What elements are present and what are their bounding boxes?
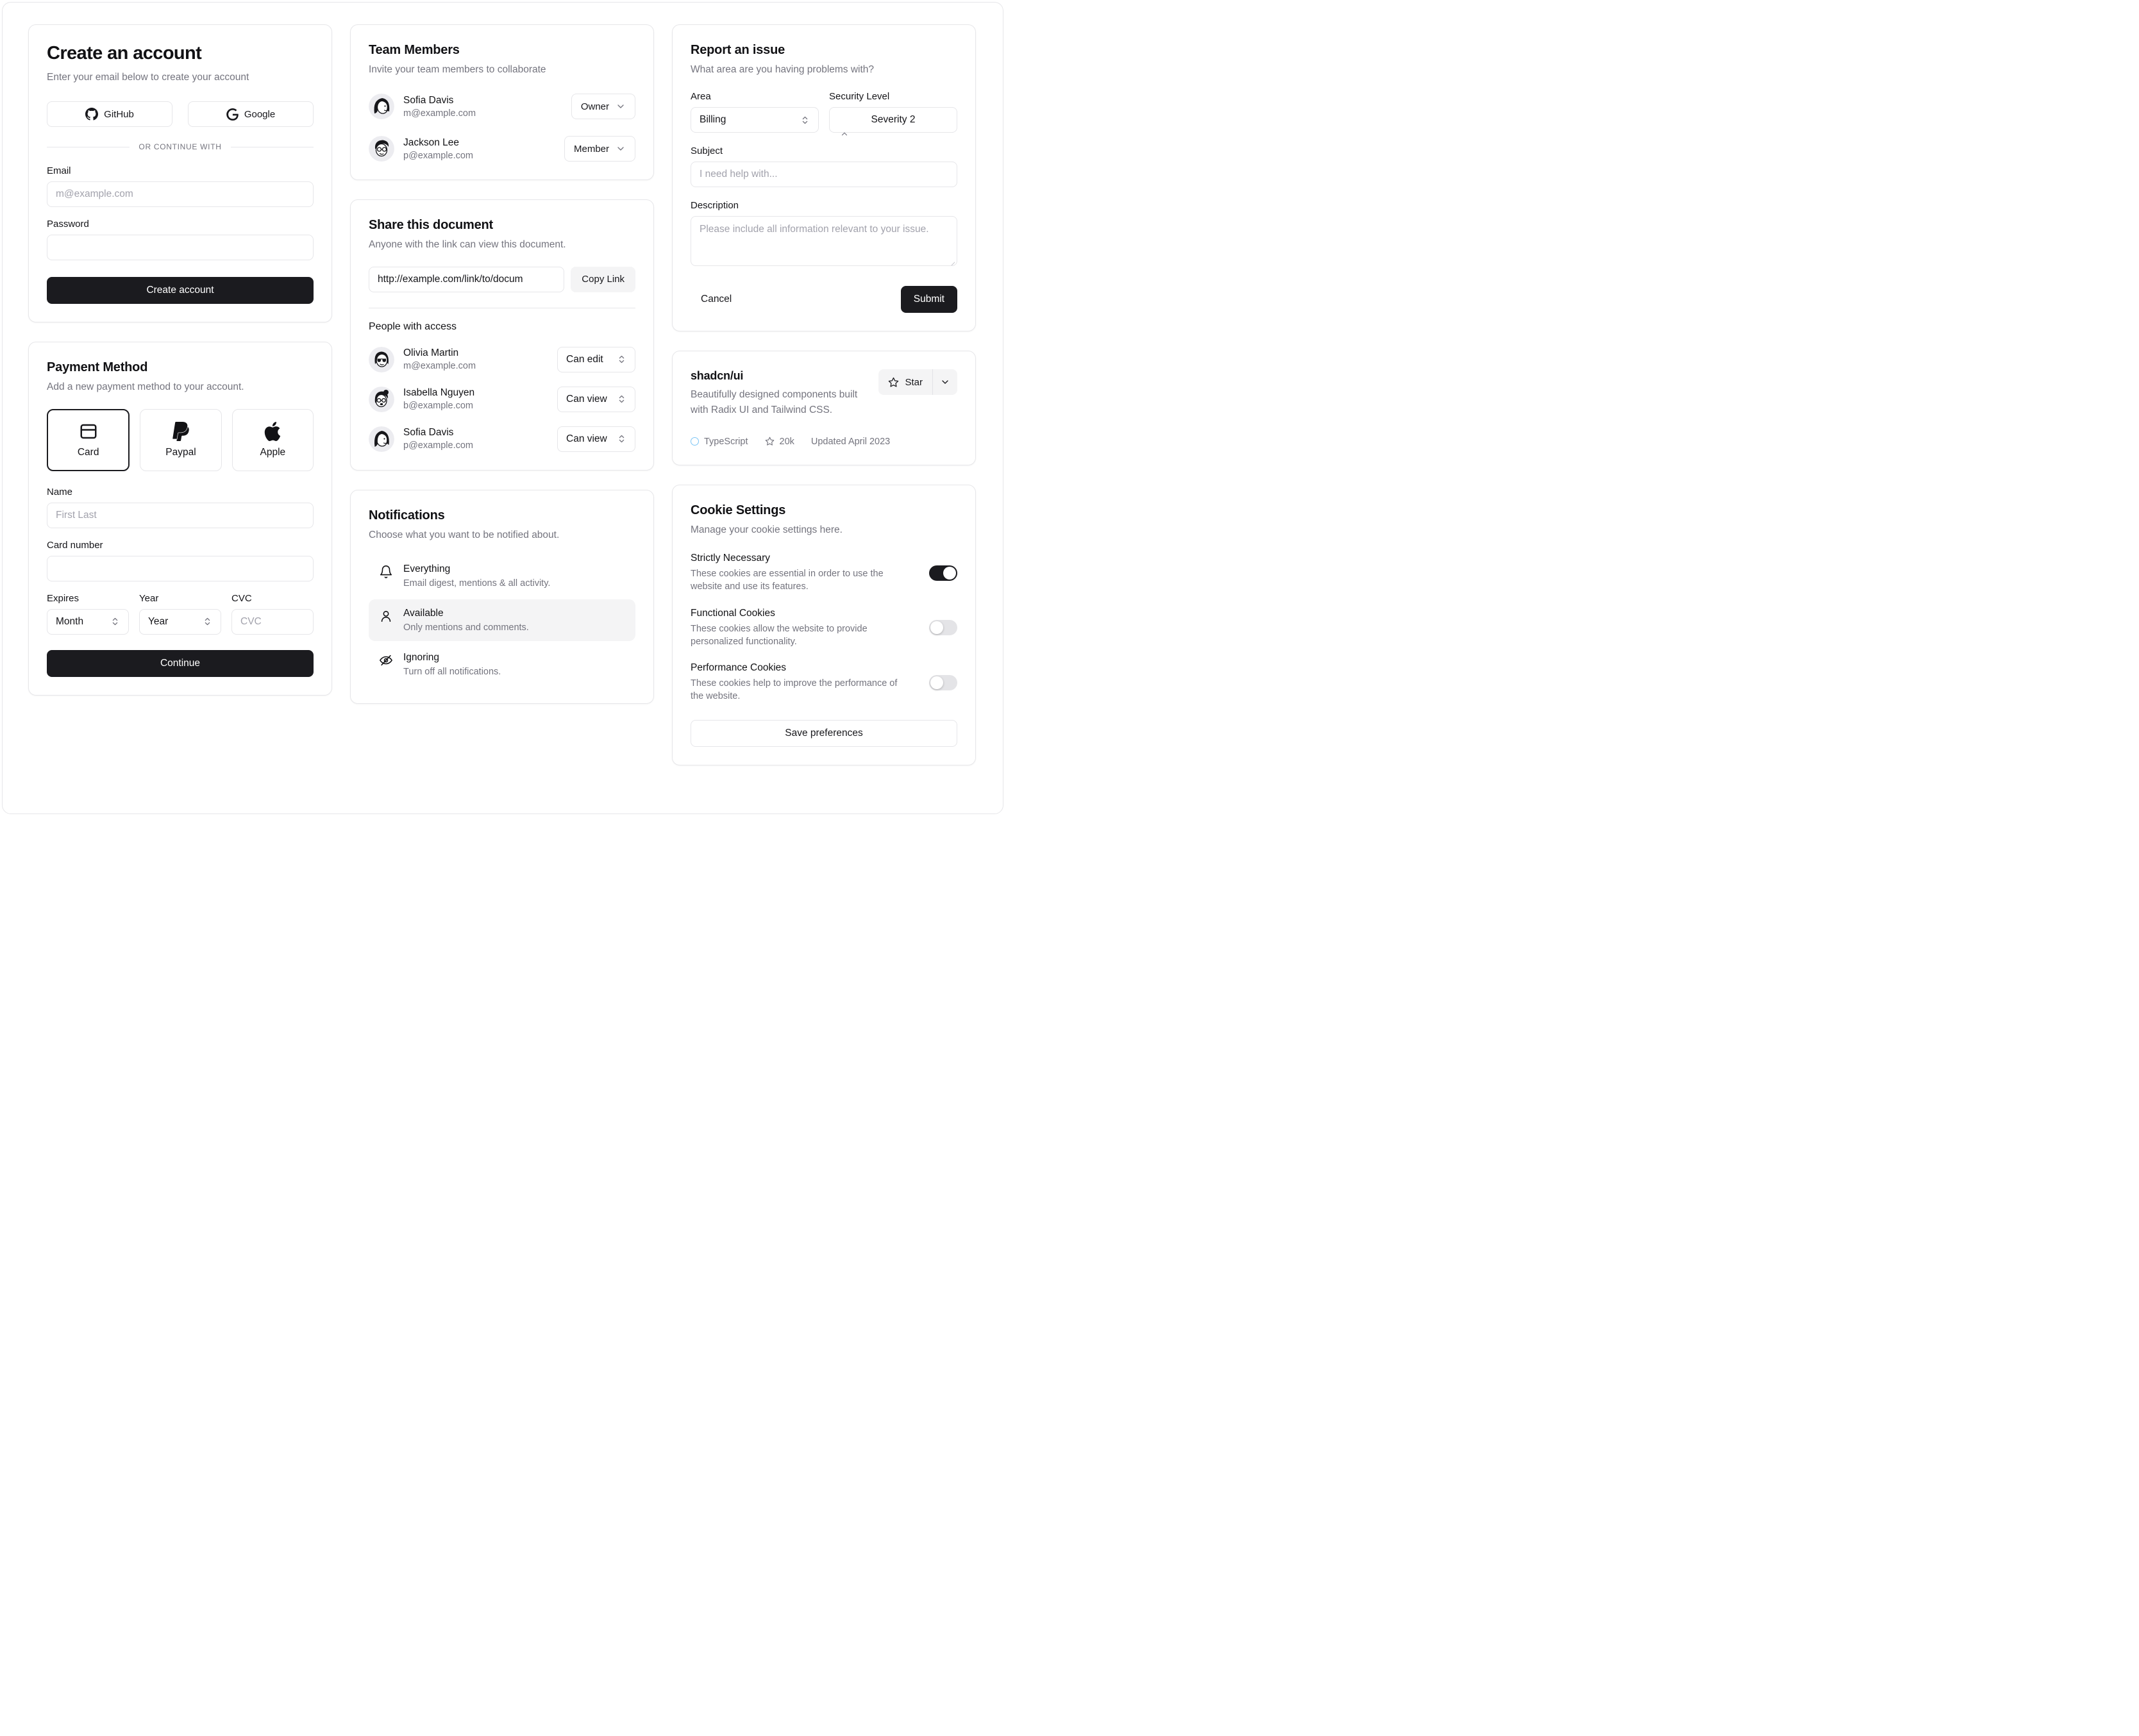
payment-option-label: Paypal xyxy=(165,446,196,458)
share-link-input[interactable] xyxy=(369,267,564,292)
cookie-settings-subtitle: Manage your cookie settings here. xyxy=(691,524,843,535)
description-label: Description xyxy=(691,200,739,212)
permission-value: Can view xyxy=(566,433,607,444)
payment-option-paypal[interactable] xyxy=(140,409,221,471)
updated-label: Updated April 2023 xyxy=(810,436,891,447)
email-field-group xyxy=(47,165,314,207)
role-value: Owner xyxy=(580,101,609,112)
stars-item xyxy=(765,437,794,447)
cookie-item-description: These cookies allow the website to provide personalized functionality. xyxy=(691,623,868,647)
language-label: TypeScript xyxy=(704,436,748,447)
member-name: Sofia Davis xyxy=(403,94,454,106)
share-title: Share this document xyxy=(369,218,494,233)
credit-card-icon xyxy=(79,422,98,441)
person-name: Sofia Davis xyxy=(403,427,454,438)
permission-value: Can view xyxy=(566,393,607,405)
expires-month-value: Month xyxy=(56,615,84,627)
notification-option-text xyxy=(403,608,529,633)
people-with-access-heading: People with access xyxy=(369,321,457,332)
person-email: b@example.com xyxy=(403,401,474,412)
star-icon xyxy=(888,377,899,388)
area-select[interactable] xyxy=(691,107,819,133)
share-link-row xyxy=(369,267,635,292)
create-account-title: Create an account xyxy=(47,43,202,63)
github-icon xyxy=(85,108,98,121)
copy-link-button[interactable] xyxy=(571,267,635,292)
cookie-item-title: Functional Cookies xyxy=(691,607,775,619)
subject-label: Subject xyxy=(691,146,723,157)
report-issue-card xyxy=(672,24,976,331)
email-input[interactable] xyxy=(47,181,314,207)
security-level-group xyxy=(829,91,957,133)
repo-description: Beautifully designed components built with Radix UI and Tailwind CSS. xyxy=(691,389,858,416)
cookie-item-performance xyxy=(691,662,957,703)
card-number-label: Card number xyxy=(47,539,103,551)
year-select[interactable] xyxy=(139,609,221,635)
github-button[interactable] xyxy=(47,101,172,127)
language-item xyxy=(691,437,748,447)
role-select-member[interactable] xyxy=(564,136,635,162)
google-icon xyxy=(226,108,239,121)
share-document-card xyxy=(350,199,654,470)
apple-icon xyxy=(263,422,282,441)
notifications-card xyxy=(350,490,654,704)
name-label: Name xyxy=(47,486,73,497)
expiry-row xyxy=(47,593,314,635)
star-button-main xyxy=(878,369,932,395)
continue-button-label: Continue xyxy=(160,657,201,669)
repo-header xyxy=(691,369,957,418)
notification-option-title: Ignoring xyxy=(403,652,440,664)
team-members-card xyxy=(350,24,654,180)
notification-option-ignoring[interactable] xyxy=(369,644,635,685)
toggle-knob xyxy=(930,676,943,689)
star-button[interactable] xyxy=(878,369,957,395)
notification-option-title: Available xyxy=(403,608,444,619)
cookie-item-description: These cookies help to improve the performance of the website. xyxy=(691,678,898,702)
chevrons-up-down-icon xyxy=(617,394,626,404)
cvc-label: CVC xyxy=(231,592,252,604)
cookie-item-title: Performance Cookies xyxy=(691,662,787,674)
chevron-down-icon[interactable] xyxy=(933,369,957,395)
payment-option-label: Card xyxy=(77,446,99,458)
area-security-row xyxy=(691,91,957,133)
create-account-card xyxy=(28,24,332,322)
repo-title: shadcn/ui xyxy=(691,369,744,383)
chevron-down-icon xyxy=(616,144,626,154)
cookie-item-text xyxy=(691,553,916,594)
copy-link-label: Copy Link xyxy=(582,274,625,285)
cvc-input[interactable] xyxy=(231,609,314,635)
performance-cookies-toggle[interactable] xyxy=(929,675,957,690)
create-account-button[interactable] xyxy=(47,277,314,304)
create-account-subtitle: Enter your email below to create your account xyxy=(47,72,249,83)
strictly-necessary-toggle[interactable] xyxy=(929,565,957,581)
person-email: p@example.com xyxy=(403,440,474,451)
payment-option-apple[interactable] xyxy=(232,409,314,471)
notification-option-description: Email digest, mentions & all activity. xyxy=(403,578,551,589)
repo-text xyxy=(691,369,859,418)
person-name: Isabella Nguyen xyxy=(403,387,475,399)
notification-option-available[interactable] xyxy=(369,599,635,641)
security-level-label: Security Level xyxy=(829,91,890,103)
report-title: Report an issue xyxy=(691,43,785,57)
avatar xyxy=(369,387,394,412)
report-footer xyxy=(691,286,957,313)
chevrons-up-down-icon xyxy=(617,355,626,364)
year-label: Year xyxy=(139,592,159,604)
notification-option-title: Everything xyxy=(403,563,451,575)
or-continue-divider xyxy=(47,142,314,151)
chevrons-up-down-icon xyxy=(617,434,626,444)
cookie-settings-card xyxy=(672,485,976,765)
person-info xyxy=(403,427,473,451)
name-field-group xyxy=(47,487,314,528)
avatar xyxy=(369,136,394,162)
expires-label: Expires xyxy=(47,592,80,604)
oauth-buttons xyxy=(47,101,314,127)
divider-text: OR CONTINUE WITH xyxy=(138,142,222,152)
description-group xyxy=(691,200,957,269)
area-group xyxy=(691,91,819,133)
submit-button[interactable] xyxy=(901,286,957,313)
avatar xyxy=(369,94,394,119)
member-info xyxy=(403,137,473,161)
cookie-item-title: Strictly Necessary xyxy=(691,552,771,563)
functional-cookies-toggle[interactable] xyxy=(929,620,957,635)
person-info xyxy=(403,387,474,411)
team-member-row xyxy=(369,136,635,162)
chevrons-up-down-icon xyxy=(203,617,212,626)
password-input[interactable] xyxy=(47,235,314,260)
payment-title: Payment Method xyxy=(47,360,148,375)
chevrons-up-down-icon xyxy=(800,115,810,125)
description-textarea[interactable] xyxy=(691,216,957,266)
cards-demo-page xyxy=(0,0,1005,816)
permission-value: Can edit xyxy=(566,353,603,365)
cookie-item-text xyxy=(691,608,916,649)
expires-group xyxy=(47,593,129,635)
bell-icon xyxy=(379,565,393,579)
notification-option-text xyxy=(403,652,501,677)
person-icon xyxy=(379,609,393,623)
area-value: Billing xyxy=(700,114,726,126)
chevrons-up-down-icon xyxy=(110,617,120,626)
payment-subtitle: Add a new payment method to your account. xyxy=(47,381,244,393)
role-select-owner[interactable] xyxy=(571,94,635,119)
report-subtitle: What area are you having problems with? xyxy=(691,64,875,75)
column-middle xyxy=(350,24,654,793)
updated-item xyxy=(811,437,890,447)
google-button[interactable] xyxy=(188,101,314,127)
continue-button[interactable] xyxy=(47,650,314,677)
role-value: Member xyxy=(573,143,609,154)
save-preferences-label: Save preferences xyxy=(785,727,863,739)
repo-meta xyxy=(691,437,957,447)
card-number-input[interactable] xyxy=(47,556,314,581)
member-info xyxy=(403,95,476,119)
stars-count: 20k xyxy=(779,436,794,447)
cookie-item-text xyxy=(691,662,916,703)
typescript-dot-icon xyxy=(691,437,699,446)
github-button-label: GitHub xyxy=(104,108,134,120)
team-member-row xyxy=(369,94,635,119)
password-label: Password xyxy=(47,219,89,230)
star-outline-icon xyxy=(765,437,775,446)
payment-method-options xyxy=(47,409,314,471)
share-subtitle: Anyone with the link can view this document. xyxy=(369,239,566,251)
cookie-item-functional xyxy=(691,608,957,649)
team-members-title: Team Members xyxy=(369,43,460,57)
permission-select[interactable] xyxy=(557,387,635,412)
name-input[interactable] xyxy=(47,503,314,528)
person-name: Olivia Martin xyxy=(403,347,459,359)
security-level-select[interactable] xyxy=(829,107,957,133)
notification-option-description: Only mentions and comments. xyxy=(403,622,529,633)
year-group xyxy=(139,593,221,635)
person-access-row xyxy=(369,347,635,372)
payment-option-card[interactable] xyxy=(47,409,130,471)
notification-option-text xyxy=(403,563,550,588)
cancel-button[interactable] xyxy=(691,286,742,313)
google-button-label: Google xyxy=(244,108,276,120)
notification-option-everything[interactable] xyxy=(369,555,635,597)
save-preferences-button[interactable] xyxy=(691,720,957,747)
avatar xyxy=(369,426,394,452)
subject-group xyxy=(691,146,957,187)
year-value: Year xyxy=(148,615,169,627)
cookie-item-description: These cookies are essential in order to use the website and use its features. xyxy=(691,568,884,592)
cookie-settings-title: Cookie Settings xyxy=(691,503,786,517)
permission-select[interactable] xyxy=(557,426,635,452)
person-info xyxy=(403,347,476,371)
password-field-group xyxy=(47,219,314,260)
create-account-button-label: Create account xyxy=(146,285,214,296)
member-email: m@example.com xyxy=(403,108,476,119)
person-access-row xyxy=(369,426,635,452)
paypal-icon xyxy=(171,422,190,441)
notification-option-description: Turn off all notifications. xyxy=(403,667,501,678)
toggle-knob xyxy=(930,621,943,634)
member-name: Jackson Lee xyxy=(403,137,460,148)
permission-select[interactable] xyxy=(557,347,635,372)
subject-input[interactable] xyxy=(691,162,957,187)
team-members-subtitle: Invite your team members to collaborate xyxy=(369,64,546,75)
email-label: Email xyxy=(47,165,71,177)
cvc-group xyxy=(231,593,314,635)
column-left xyxy=(28,24,332,793)
area-label: Area xyxy=(691,91,711,103)
toggle-knob xyxy=(943,567,956,580)
member-email: p@example.com xyxy=(403,150,474,161)
eye-off-icon xyxy=(379,653,393,667)
payment-method-card xyxy=(28,342,332,695)
security-level-value: Severity 2 xyxy=(871,114,916,126)
star-button-label: Star xyxy=(905,376,923,388)
person-email: m@example.com xyxy=(403,361,476,372)
card-number-field-group xyxy=(47,540,314,581)
submit-button-label: Submit xyxy=(913,294,944,305)
repo-card xyxy=(672,351,976,465)
cookie-item-strictly-necessary xyxy=(691,553,957,594)
notifications-title: Notifications xyxy=(369,508,445,522)
avatar xyxy=(369,347,394,372)
expires-month-select[interactable] xyxy=(47,609,129,635)
column-right xyxy=(672,24,976,793)
chevron-down-icon xyxy=(616,101,626,112)
chevron-up-icon xyxy=(840,129,849,138)
notifications-subtitle: Choose what you want to be notified about. xyxy=(369,529,560,540)
payment-option-label: Apple xyxy=(260,446,286,458)
person-access-row xyxy=(369,387,635,412)
cancel-button-label: Cancel xyxy=(701,294,732,305)
